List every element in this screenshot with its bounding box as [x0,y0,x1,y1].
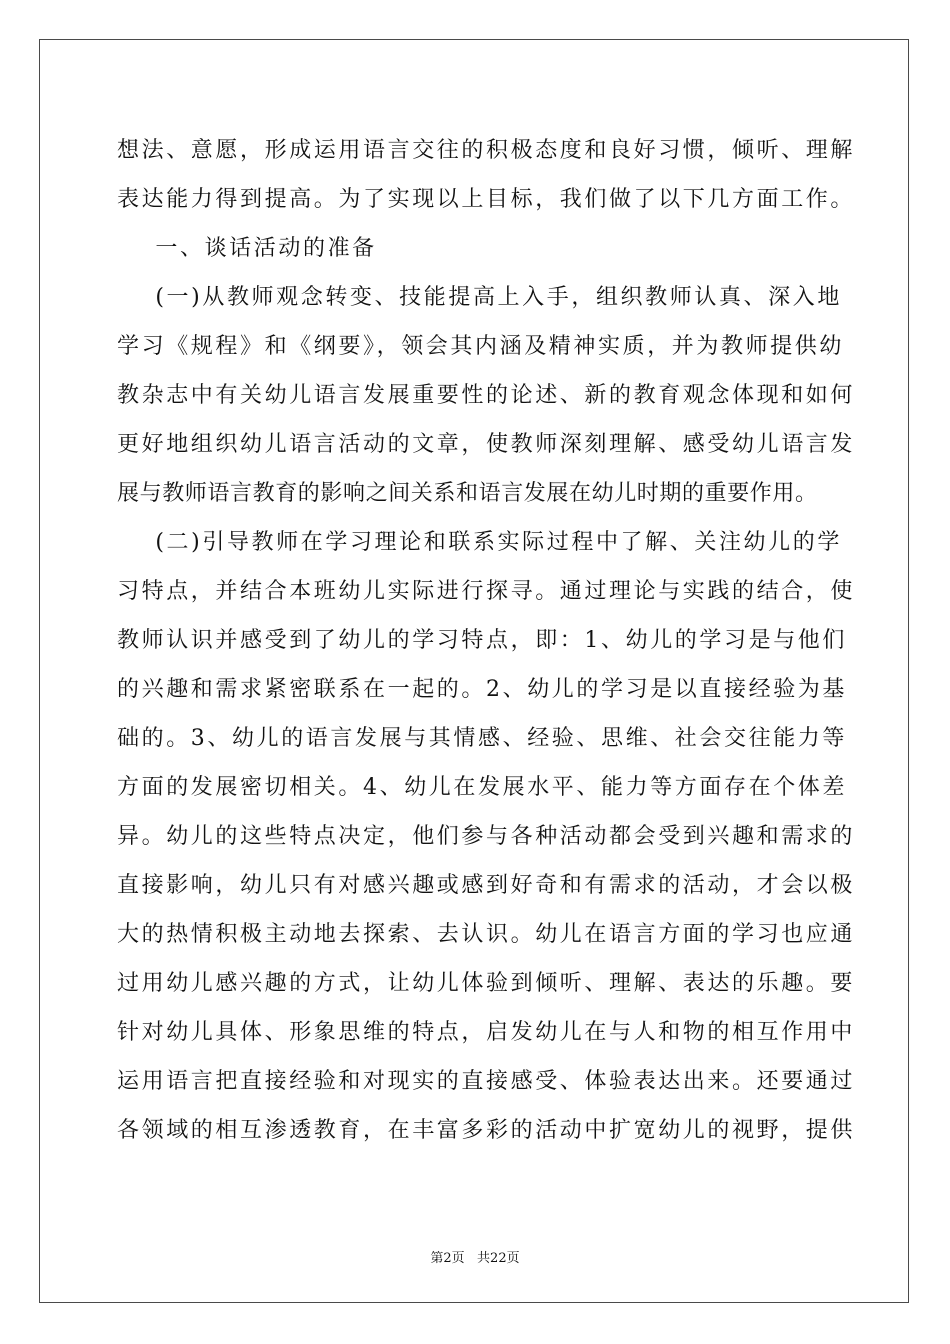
text-line: 各领域的相互渗透教育，在丰富多彩的活动中扩宽幼儿的视野，提供 [117,1118,856,1143]
text-line: (二)引导教师在学习理论和联系实际过程中了解、关注幼儿的学 [117,530,842,555]
text-line: 直接影响，幼儿只有对感兴趣或感到好奇和有需求的活动，才会以极 [117,873,856,898]
text-line: 大的热情积极主动地去探索、去认识。幼儿在语言方面的学习也应通 [117,922,856,947]
text-line: 方面的发展密切相关。4、幼儿在发展水平、能力等方面存在个体差 [117,775,847,800]
text-line: 针对幼儿具体、形象思维的特点，启发幼儿在与人和物的相互作用中 [117,1020,856,1045]
text-line: 学习《规程》和《纲要》，领会其内涵及精神实质，并为教师提供幼 [117,334,845,359]
text-line: 习特点，并结合本班幼儿实际进行探寻。通过理论与实践的结合，使 [117,579,856,604]
text-line: 更好地组织幼儿语言活动的文章，使教师深刻理解、感受幼儿语言发 [117,432,856,457]
text-line: 教杂志中有关幼儿语言发展重要性的论述、新的教育观念体现和如何 [117,383,856,408]
text-line: 运用语言把直接经验和对现实的直接感受、体验表达出来。还要通过 [117,1069,856,1094]
text-line: 础的。3、幼儿的语言发展与其情感、经验、思维、社会交往能力等 [117,726,847,751]
text-line: 展与教师语言教育的影响之间关系和语言发展在幼儿时期的重要作用。 [117,481,818,506]
text-line: 想法、意愿，形成运用语言交往的积极态度和良好习惯，倾听、理解 [117,138,856,163]
text-line: 异。幼儿的这些特点决定，他们参与各种活动都会受到兴趣和需求的 [117,824,856,849]
text-line: 的兴趣和需求紧密联系在一起的。2、幼儿的学习是以直接经验为基 [117,677,847,702]
text-line: 过用幼儿感兴趣的方式，让幼儿体验到倾听、理解、表达的乐趣。要 [117,971,856,996]
text-line: 表达能力得到提高。为了实现以上目标，我们做了以下几方面工作。 [117,187,856,212]
text-line: 教师认识并感受到了幼儿的学习特点，即：1、幼儿的学习是与他们 [117,628,847,653]
text-line: (一)从教师观念转变、技能提高上入手，组织教师认真、深入地 [117,285,842,310]
page-number-footer: 第2页 共22页 [430,1251,520,1266]
section-heading: 一、谈话活动的准备 [117,236,377,261]
document-body [117,126,856,1155]
